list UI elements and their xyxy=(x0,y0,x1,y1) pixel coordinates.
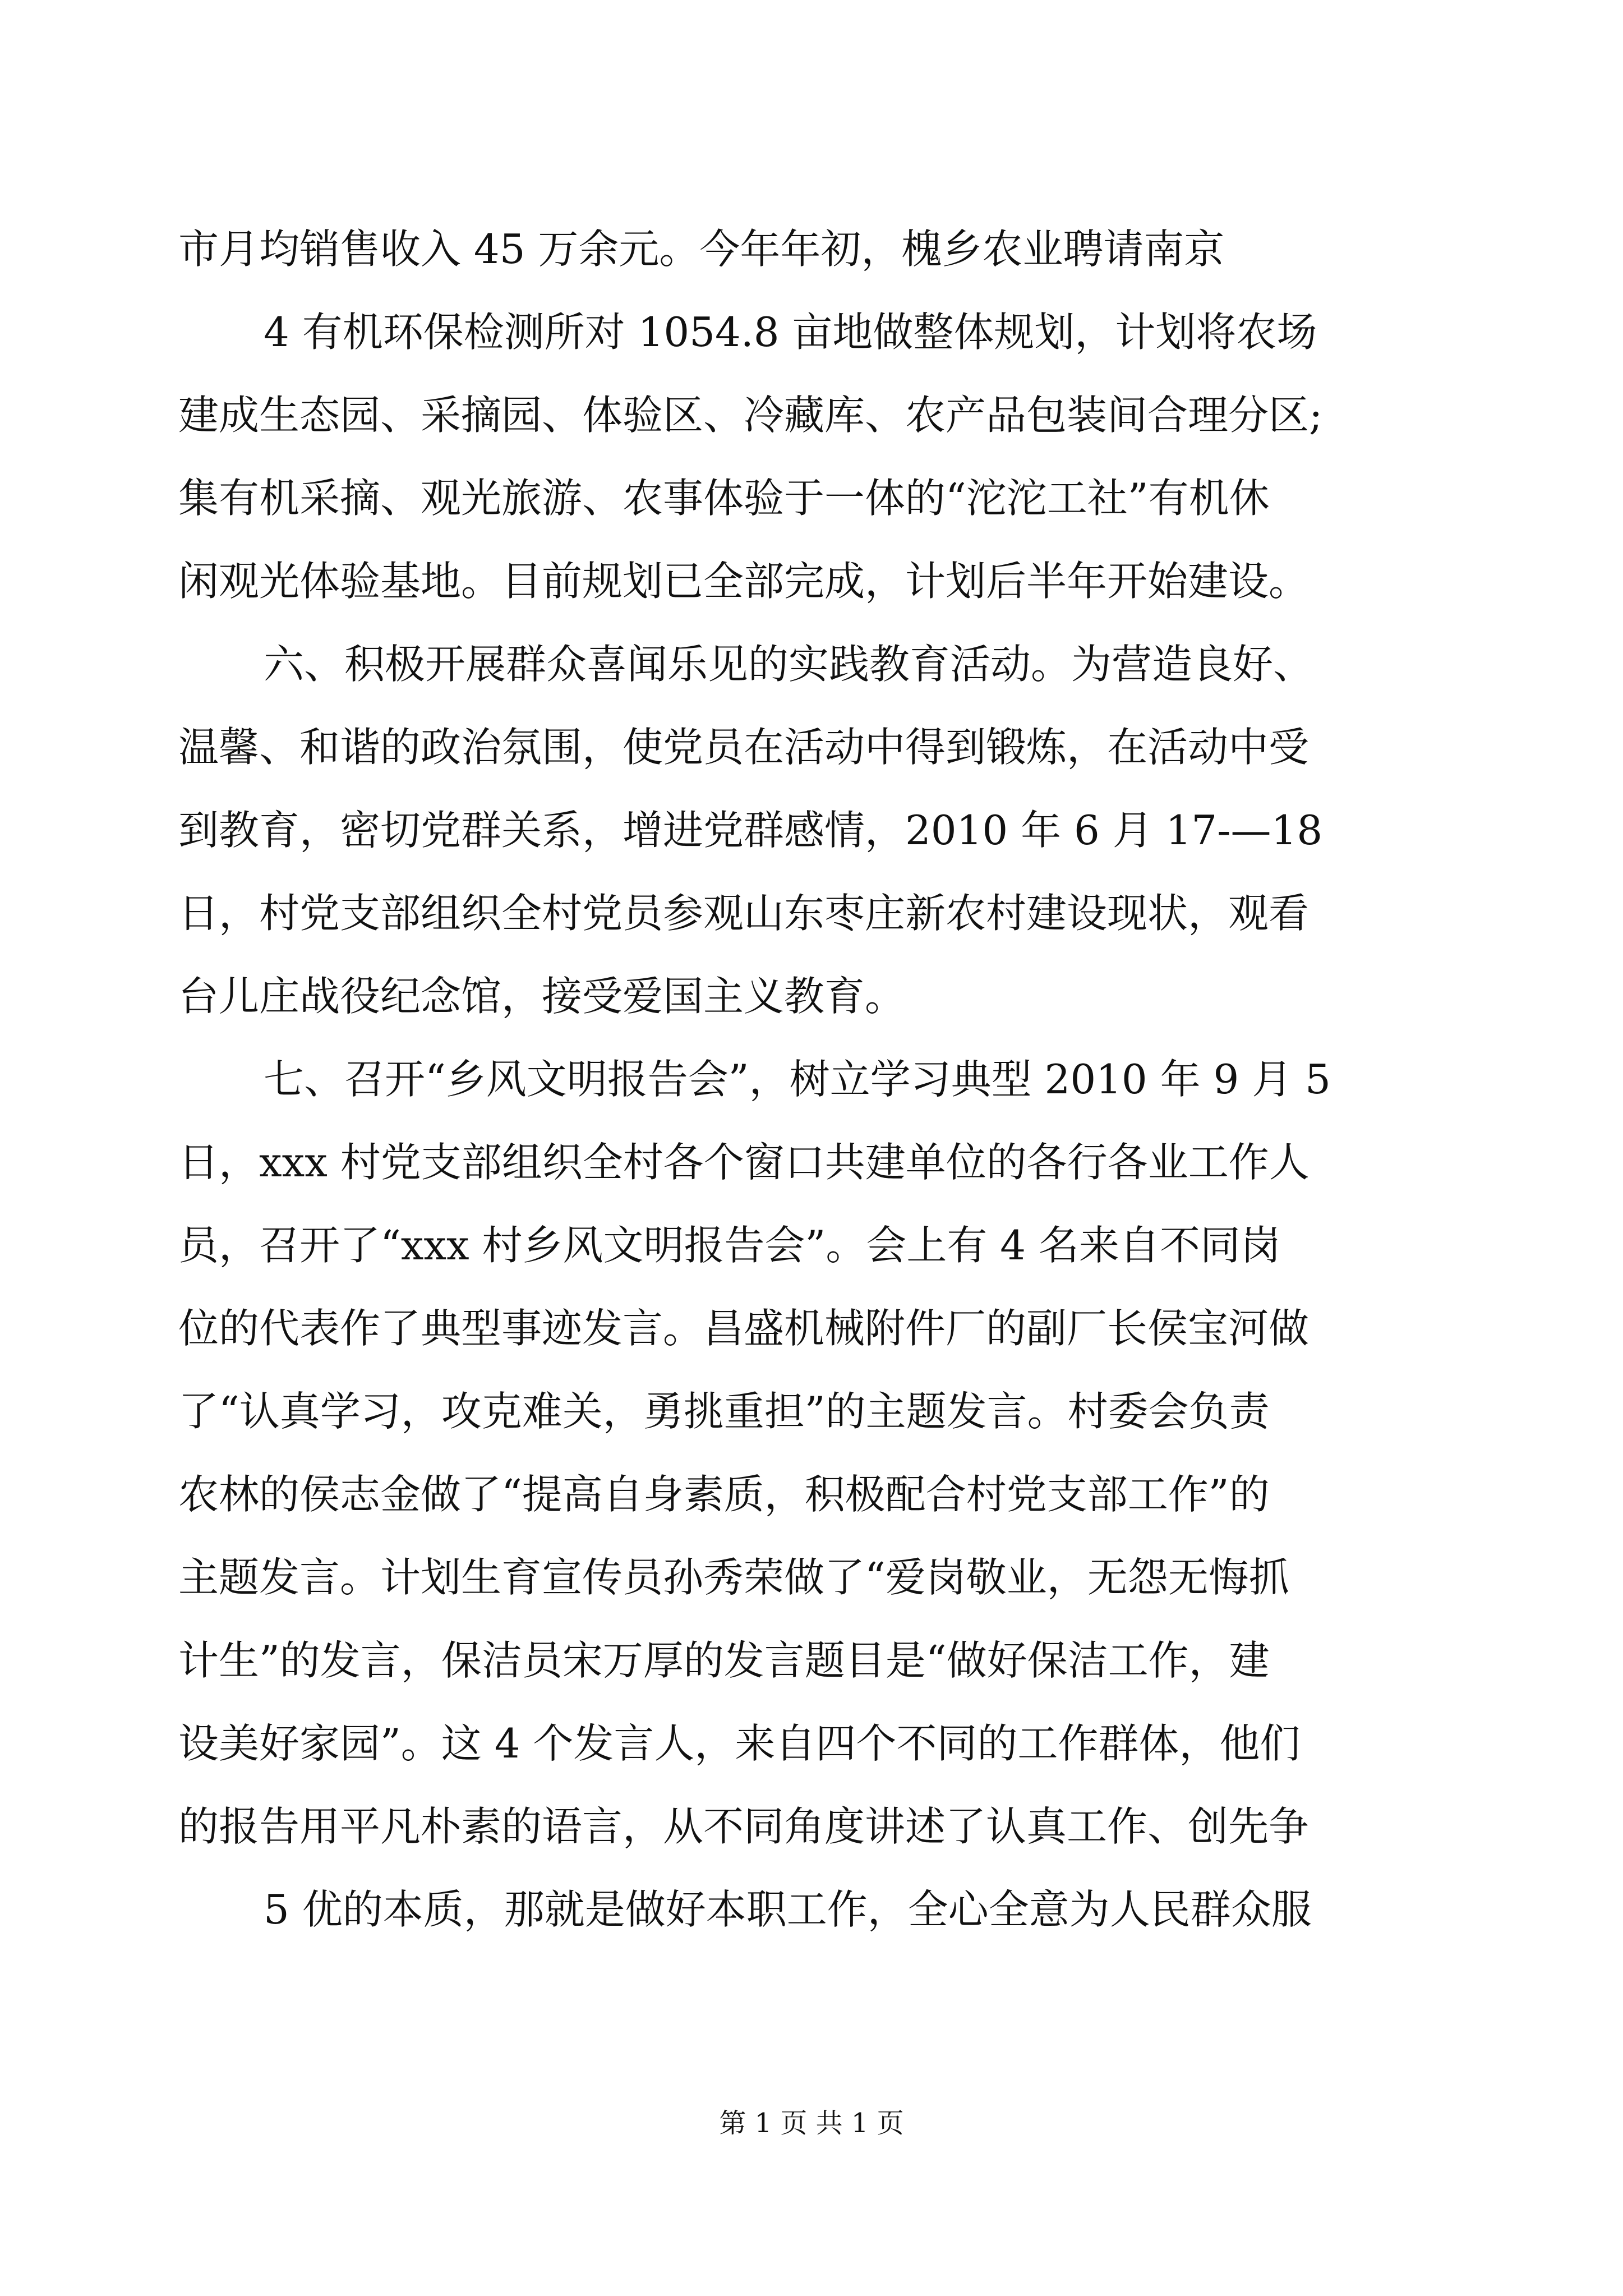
text-line: 4 有机环保检测所对 1054.8 亩地做整体规划，计划将农场 xyxy=(264,309,1317,356)
text-line: 的报告用平凡朴素的语言，从不同角度讲述了认真工作、创先争 xyxy=(178,1803,1310,1850)
text-line: 位的代表作了典型事迹发言。昌盛机械附件厂的副厂长侯宝河做 xyxy=(178,1305,1310,1352)
section-seven-start: 七、召开“乡风文明报告会”，树立学习典型 2010 年 9 月 5 xyxy=(264,1056,1331,1103)
text-line: 主题发言。计划生育宣传员孙秀荣做了“爱岗敬业，无怨无悔抓 xyxy=(178,1554,1289,1601)
text-line: 日，xxx 村党支部组织全村各个窗口共建单位的各行各业工作人 xyxy=(178,1139,1310,1186)
text-line: 日，村党支部组织全村党员参观山东枣庄新农村建设现状，观看 xyxy=(178,890,1310,937)
body-text xyxy=(178,208,1435,1951)
text-line: 计生”的发言，保洁员宋万厚的发言题目是“做好保洁工作，建 xyxy=(178,1637,1270,1684)
page-number-footer: 第 1 页 共 1 页 xyxy=(719,2108,904,2139)
text-line: 农林的侯志金做了“提高自身素质，积极配合村党支部工作”的 xyxy=(178,1471,1270,1518)
text-line: 集有机采摘、观光旅游、农事体验于一体的“沱沱工社”有机休 xyxy=(178,475,1270,522)
text-line: 建成生态园、采摘园、体验区、冷藏库、农产品包装间合理分区; xyxy=(178,392,1323,439)
text-line: 温馨、和谐的政治氛围，使党员在活动中得到锻炼，在活动中受 xyxy=(178,724,1310,771)
text-line: 闲观光体验基地。目前规划已全部完成，计划后半年开始建设。 xyxy=(178,558,1310,605)
text-line: 员，召开了“xxx 村乡风文明报告会”。会上有 4 名来自不同岗 xyxy=(178,1222,1281,1269)
text-line: 台儿庄战役纪念馆，接受爱国主义教育。 xyxy=(178,973,906,1020)
section-six-start: 六、积极开展群众喜闻乐见的实践教育活动。为营造良好、 xyxy=(264,641,1314,688)
text-line: 市月均销售收入 45 万余元。今年年初，槐乡农业聘请南京 xyxy=(178,226,1225,273)
text-line: 设美好家园”。这 4 个发言人，来自四个不同的工作群体，他们 xyxy=(178,1720,1301,1767)
text-line: 了“认真学习，攻克难关，勇挑重担”的主题发言。村委会负责 xyxy=(178,1388,1270,1435)
text-line: 5 优的本质，那就是做好本职工作，全心全意为人民群众服 xyxy=(264,1886,1312,1933)
text-line: 到教育，密切党群关系，增进党群感情，2010 年 6 月 17-—18 xyxy=(178,807,1323,854)
